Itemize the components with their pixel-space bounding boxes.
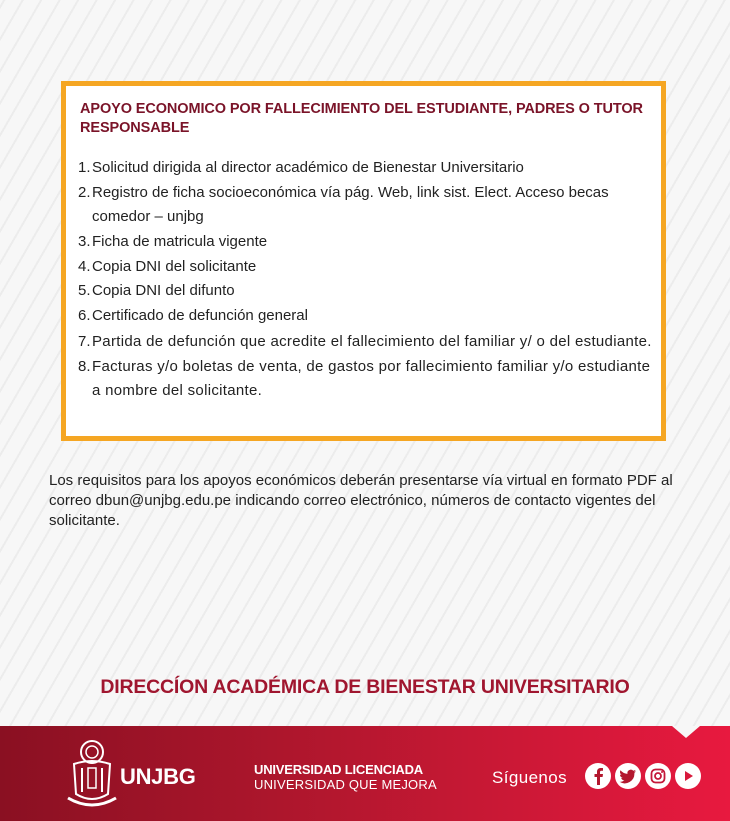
requirement-number: 5. bbox=[78, 282, 91, 299]
requirement-number: 7. bbox=[78, 333, 91, 350]
requirement-text: Partida de defunción que acredite el fallecimiento del familiar y/ o del estudiante. bbox=[92, 333, 652, 350]
footer-bar bbox=[0, 726, 730, 821]
requirement-number: 6. bbox=[78, 307, 91, 324]
social-links bbox=[585, 763, 701, 789]
requirement-item bbox=[78, 279, 653, 303]
follow-label: Síguenos bbox=[492, 768, 568, 787]
requirement-item bbox=[78, 355, 653, 403]
requirement-item bbox=[78, 181, 653, 229]
department-title: DIRECCÍON ACADÉMICA DE BIENESTAR UNIVERSITARIO bbox=[100, 676, 630, 698]
requirement-item bbox=[78, 254, 653, 279]
requirement-item bbox=[78, 156, 653, 179]
requirement-text: Solicitud dirigida al director académico de Bienestar Universitario bbox=[92, 159, 524, 176]
requirements-list bbox=[78, 156, 653, 403]
requirement-number: 2. bbox=[78, 184, 91, 201]
brand-name: UNJBG bbox=[120, 764, 196, 789]
requirement-text: Registro de ficha socioeconómica vía pág. Web, link sist. Elect. Acceso becas comedor – unjbg bbox=[92, 184, 609, 225]
requirement-text: Facturas y/o boletas de venta, de gastos por fallecimiento familiar y/o estudiante a nombre del solicitante. bbox=[92, 358, 651, 399]
requirement-text: Certificado de defunción general bbox=[92, 307, 308, 324]
requirements-title: APOYO ECONOMICO POR FALLECIMIENTO DEL ESTUDIANTE, PADRES O TUTOR RESPONSABLE bbox=[80, 101, 643, 136]
footer-notch bbox=[672, 726, 700, 738]
motto-line-1: UNIVERSIDAD LICENCIADA bbox=[254, 762, 423, 777]
requirement-text: Copia DNI del solicitante bbox=[92, 258, 257, 275]
submission-note: Los requisitos para los apoyos económicos deberán presentarse vía virtual en formato PDF al correo dbun@unjbg.edu.pe indicando correo electrónico, números de contacto vigentes del solicitante. bbox=[49, 472, 673, 529]
requirement-number: 1. bbox=[78, 159, 91, 176]
requirement-text: Copia DNI del difunto bbox=[92, 282, 235, 299]
requirement-item bbox=[78, 332, 653, 352]
instagram-icon[interactable] bbox=[645, 763, 671, 789]
requirement-number: 3. bbox=[78, 233, 91, 250]
university-seal-icon bbox=[64, 738, 120, 808]
requirement-number: 4. bbox=[78, 258, 91, 275]
university-motto bbox=[254, 762, 437, 792]
requirement-number: 8. bbox=[78, 358, 91, 375]
facebook-icon[interactable] bbox=[585, 763, 611, 789]
requirement-item bbox=[78, 230, 653, 254]
requirement-text: Ficha de matricula vigente bbox=[92, 233, 268, 250]
requirement-item bbox=[78, 303, 653, 328]
motto-line-2: UNIVERSIDAD QUE MEJORA bbox=[254, 777, 437, 792]
requirements-box bbox=[61, 81, 666, 441]
youtube-icon[interactable] bbox=[675, 763, 701, 789]
twitter-icon[interactable] bbox=[615, 763, 641, 789]
